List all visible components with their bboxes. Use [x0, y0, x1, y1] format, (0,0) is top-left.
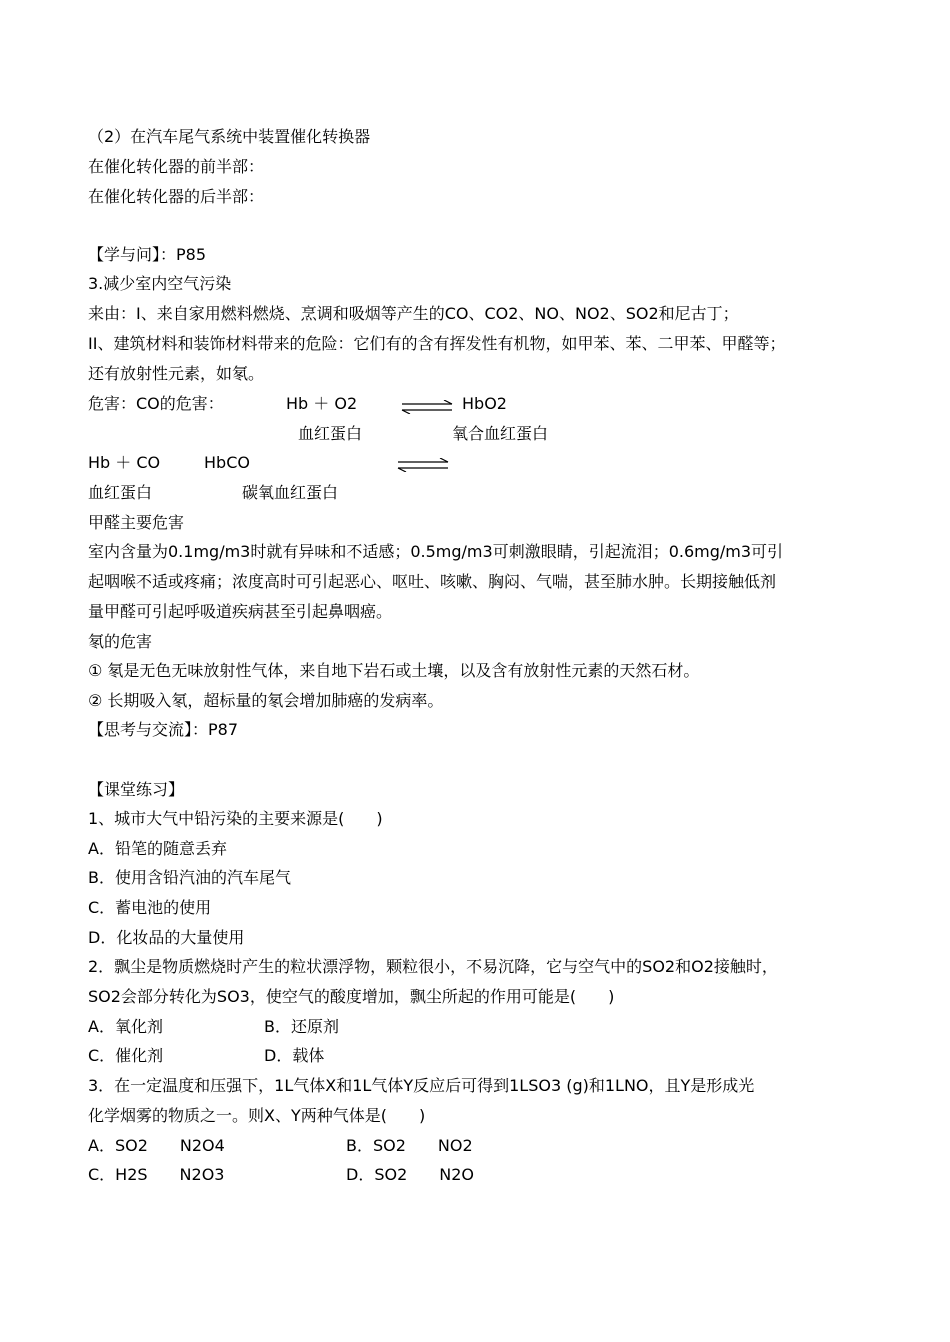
equilibrium-arrow-icon	[396, 458, 452, 472]
question-1-option-b: B．使用含铅汽油的汽车尾气	[88, 868, 291, 887]
question-1-option-a: A．铅笔的随意丢弃	[88, 839, 227, 858]
formaldehyde-text-2: 起咽喉不适或疼痛；浓度高时可引起恶心、呕吐、咳嗽、胸闷、气喘，甚至肺水肿。长期接触低剂	[88, 572, 777, 591]
question-2-option-b: B．还原剂	[264, 1017, 339, 1036]
heading-indoor-pollution: 3.减少室内空气污染	[88, 274, 232, 293]
equilibrium-arrow-icon	[400, 400, 456, 414]
equation2-reactant-name: 血红蛋白	[88, 483, 153, 502]
formaldehyde-text-1: 室内含量为0.1mg/m3时就有异味和不适感；0.5mg/m3可刺激眼睛，引起流泪；0.6mg/m3可引	[88, 542, 784, 561]
equation1-reactant-name: 血红蛋白	[298, 424, 363, 443]
section-class-exercise: 【课堂练习】	[88, 780, 185, 799]
question-1: 1、城市大气中铅污染的主要来源是( )	[88, 809, 383, 828]
heading-catalytic-converter: （2）在汽车尾气系统中装置催化转换器	[88, 127, 371, 146]
source-text-1: 来由：I、来自家用燃料燃烧、烹调和吸烟等产生的CO、CO2、NO、NO2、SO2和尼古丁；	[88, 304, 739, 323]
radon-point-1: ① 氡是无色无味放射性气体，来自地下岩石或土壤，以及含有放射性元素的天然石材。	[88, 661, 700, 680]
section-study-question: 【学与问】：P85	[88, 245, 207, 264]
converter-back-text: 在催化转化器的后半部：	[88, 187, 265, 206]
formaldehyde-text-3: 量甲醛可引起呼吸道疾病甚至引起鼻咽癌。	[88, 602, 393, 621]
question-3-option-c: C．H2S N2O3	[88, 1165, 225, 1184]
equation1-product: HbO2	[462, 394, 507, 413]
question-2-option-d: D．载体	[264, 1046, 325, 1065]
equation2-product-name: 碳氧血红蛋白	[242, 483, 339, 502]
question-3-option-d: D．SO2 N2O	[346, 1165, 474, 1184]
source-text-3: 还有放射性元素，如氡。	[88, 364, 265, 383]
question-3-line-1: 3．在一定温度和压强下，1L气体X和1L气体Y反应后可得到1LSO3 (g)和1LNO，且Y是形成光	[88, 1076, 755, 1095]
equation1-reactants: Hb ＋ O2	[286, 394, 358, 413]
question-3-option-b: B．SO2 NO2	[346, 1136, 473, 1155]
question-3-line-2: 化学烟雾的物质之一。则X、Y两种气体是( )	[88, 1106, 426, 1125]
question-2-option-a: A．氧化剂	[88, 1017, 163, 1036]
equation1-product-name: 氧合血红蛋白	[452, 424, 549, 443]
question-1-option-c: C．蓄电池的使用	[88, 898, 212, 917]
heading-radon: 氡的危害	[88, 632, 153, 651]
heading-formaldehyde: 甲醛主要危害	[88, 513, 185, 532]
radon-point-2: ② 长期吸入氡，超标量的氡会增加肺癌的发病率。	[88, 691, 444, 710]
question-2-option-c: C．催化剂	[88, 1046, 164, 1065]
converter-front-text: 在催化转化器的前半部：	[88, 157, 265, 176]
question-2-line-1: 2．飘尘是物质燃烧时产生的粒状漂浮物，颗粒很小，不易沉降，它与空气中的SO2和O2接触时，	[88, 957, 778, 976]
co-hazard-label: 危害：CO的危害：	[88, 394, 224, 413]
equation2-reactants: Hb ＋ CO	[88, 453, 161, 472]
question-3-option-a: A．SO2 N2O4	[88, 1136, 225, 1155]
question-1-option-d: D．化妆品的大量使用	[88, 928, 245, 947]
question-2-line-2: SO2会部分转化为SO3，使空气的酸度增加，飘尘所起的作用可能是( )	[88, 987, 615, 1006]
equation2-product: HbCO	[204, 453, 250, 472]
section-think-discuss: 【思考与交流】：P87	[88, 720, 239, 739]
source-text-2: II、建筑材料和装饰材料带来的危险：它们有的含有挥发性有机物，如甲苯、苯、二甲苯、甲醛等；	[88, 334, 786, 353]
